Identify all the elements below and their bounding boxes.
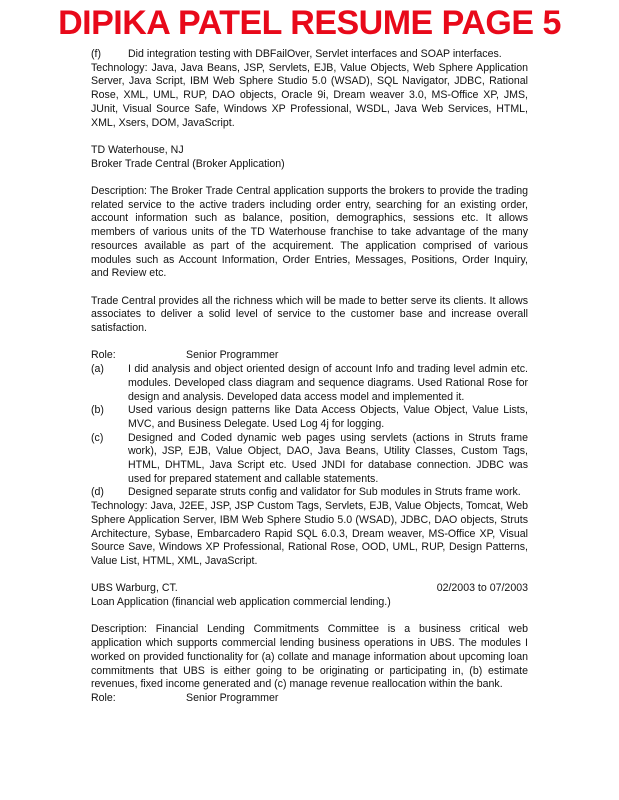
page-banner-title: DIPIKA PATEL RESUME PAGE 5	[58, 4, 561, 42]
td-company: TD Waterhouse, NJ	[91, 143, 184, 156]
td-description-2: Trade Central provides all the richness which will be made to better serve its clients. It allows associates to deliver a solid level of service to the customer base and increase overall satisfaction.	[91, 294, 528, 335]
td-description: Description: The Broker Trade Central application supports the brokers to provide the trading related service to the active traders including order entry, searching for an existing order, account information such as balance, position, demographics, sessions etc. It allows members of various units of the TD Waterhouse franchise to take advantage of the many resources available as part of the acquirement. The application comprised of various modules such as Account Information, Order Entries, Messages, Positions, Order Inquiry, and Review etc.	[91, 185, 528, 280]
td-item-a	[91, 363, 528, 404]
item-label: (b)	[91, 404, 104, 417]
ubs-company: UBS Warburg, CT.	[91, 582, 178, 595]
ubs-header	[91, 582, 528, 596]
role-value: Senior Programmer	[186, 691, 279, 704]
td-item-b	[91, 404, 528, 431]
ubs-project: Loan Application (financial web application commercial lending.)	[91, 596, 391, 609]
td-item-d	[91, 486, 528, 500]
role-label: Role:	[91, 349, 116, 362]
item-label: (a)	[91, 363, 104, 376]
td-item-c	[91, 432, 528, 487]
resume-body	[91, 48, 528, 706]
prev-item-f	[91, 48, 528, 62]
item-label: (c)	[91, 431, 104, 444]
role-value: Senior Programmer	[186, 349, 279, 362]
td-project: Broker Trade Central (Broker Application)	[91, 157, 285, 170]
item-text: I did analysis and object oriented design of account Info and trading level admin etc. modules. Developed class diagram and sequence diagrams. Used Rational Rose for design and analysis. Developed data access model and implemented it.	[128, 363, 528, 403]
prev-technology: Technology: Java, Java Beans, JSP, Servlets, EJB, Value Objects, Web Sphere Application Server, Java Script, IBM Web Sphere Studio 5.0 (WSAD), SQL Navigator, JDBC, Rational Rose, XML, UML, RUP, DAO objects, Oracle 9i, Dream weaver 3.0, MS-Office XP, JMS, JUnit, Visual Source Safe, Windows XP Professional, WSDL, Java Web Services, HTML, XML, Xsers, DOM, JavaScript.	[91, 61, 528, 129]
ubs-role	[91, 692, 528, 706]
item-text: Did integration testing with DBFailOver, Servlet interfaces and SOAP interfaces.	[128, 48, 502, 60]
item-text: Designed separate struts config and validator for Sub modules in Struts frame work.	[128, 486, 521, 499]
item-label: (f)	[91, 48, 101, 60]
item-text: Used various design patterns like Data Access Objects, Value Object, Value Lists, MVC, and Business Delegate. Used Log 4j for logging.	[128, 404, 528, 430]
role-label: Role:	[91, 691, 116, 704]
ubs-dates: 02/2003 to 07/2003	[436, 582, 528, 595]
td-role	[91, 349, 528, 363]
td-technology: Technology: Java, J2EE, JSP, JSP Custom Tags, Servlets, EJB, Value Objects, Tomcat, Web Sphere Application Server, IBM Web Sphere Studio 5.0 (WSAD), JDBC, DAO objects, Struts Architecture, Sybase, Embarcadero Rapid SQL 6.0.3, Dream weaver, MS-Office XP, Visual Source Save, Windows XP Professional, Rational Rose, OOD, UML, RUP, Design Patterns, Value List, HTML, XML, JavaScript.	[91, 500, 528, 567]
item-label: (d)	[91, 486, 104, 499]
ubs-description: Description: Financial Lending Commitments Committee is a business critical web application which supports commercial lending business operations in UBS. The modules I worked on provided functionality for (a) collate and manage information about upcoming loan commitments that UBS is either going to be originating or participating in, (b) estimate revenues, fixed income generated and (c) manage revenue reallocation within the bank.	[91, 623, 528, 691]
item-text: Designed and Coded dynamic web pages using servlets (actions in Struts frame work), JSP, EJB, Value Object, DAO, Java Beans, Utility Classes, Custom Tags, HTML, DHTML, Java Script etc. Used JNDI for database connection. JDBC was used for prepared statement and callable statements.	[128, 431, 528, 485]
